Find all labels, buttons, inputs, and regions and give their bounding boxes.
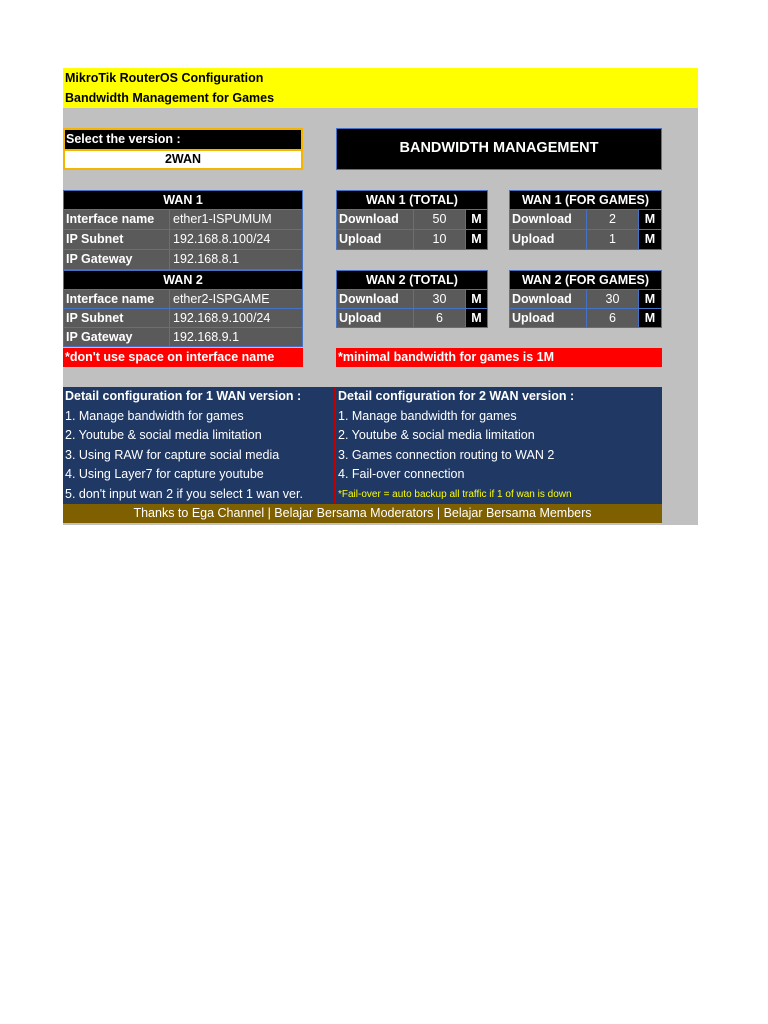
detail-2wan [336, 387, 662, 504]
detail-2wan-item: 1. Manage bandwidth for games [338, 408, 517, 423]
wan2-subnet-label: IP Subnet [63, 309, 170, 328]
wan2-total-download-label: Download [336, 290, 414, 309]
wan2-subnet-input[interactable]: 192.168.9.100/24 [170, 309, 303, 328]
wan1-games-download-input[interactable]: 2 [587, 210, 639, 230]
bandwidth-management-title: BANDWIDTH MANAGEMENT [336, 128, 662, 170]
wan1-games-upload-input[interactable]: 1 [587, 230, 639, 250]
wan1-subnet-input[interactable]: 192.168.8.100/24 [170, 230, 303, 250]
wan2-gateway-input[interactable]: 192.168.9.1 [170, 328, 303, 347]
wan2-games-upload-label: Upload [509, 309, 587, 328]
wan2-interface-input[interactable]: ether2-ISPGAME [170, 290, 303, 309]
wan1-total-download-unit: M [466, 210, 488, 230]
header-banner [63, 68, 698, 108]
wan1-games-upload-label: Upload [509, 230, 587, 250]
detail-2wan-item: 2. Youtube & social media limitation [338, 428, 535, 442]
detail-2wan-item: 4. Fail-over connection [338, 467, 465, 481]
wan1-games-upload-unit: M [639, 230, 662, 250]
detail-2wan-item: 3. Games connection routing to WAN 2 [338, 447, 555, 462]
wan1-gateway-input[interactable]: 192.168.8.1 [170, 250, 303, 270]
wan2-games-download-unit: M [639, 290, 662, 309]
wan1-subnet-label: IP Subnet [63, 230, 170, 250]
interface-warning: *don't use space on interface name [63, 348, 303, 367]
credits-footer: Thanks to Ega Channel | Belajar Bersama Moderators | Belajar Bersama Members [63, 504, 662, 523]
detail-1wan-item: 1. Manage bandwidth for games [65, 408, 244, 423]
wan1-total-download-label: Download [336, 210, 414, 230]
detail-1wan-item: 2. Youtube & social media limitation [65, 428, 262, 442]
wan1-games-title: WAN 1 (FOR GAMES) [509, 190, 662, 210]
wan2-total-upload-input[interactable]: 6 [414, 309, 466, 328]
header-subtitle: Bandwidth Management for Games [65, 91, 275, 105]
min-bandwidth-warning: *minimal bandwidth for games is 1M [336, 348, 662, 367]
wan1-total-upload-label: Upload [336, 230, 414, 250]
wan2-games-upload-unit: M [639, 309, 662, 328]
header-title: MikroTik RouterOS Configuration [65, 71, 264, 85]
detail-1wan-item: 3. Using RAW for capture social media [65, 447, 280, 462]
wan2-games-upload-input[interactable]: 6 [587, 309, 639, 328]
version-selector [63, 128, 303, 170]
detail-2wan-title: Detail configuration for 2 WAN version : [338, 389, 575, 403]
detail-1wan-title: Detail configuration for 1 WAN version : [65, 389, 302, 403]
wan1-games-download-unit: M [639, 210, 662, 230]
wan2-games-download-label: Download [509, 290, 587, 309]
wan2-total-download-input[interactable]: 30 [414, 290, 466, 309]
version-label: Select the version : [65, 130, 301, 149]
wan1-total-upload-input[interactable]: 10 [414, 230, 466, 250]
wan2-title: WAN 2 [63, 270, 303, 290]
detail-1wan-item: 5. don't input wan 2 if you select 1 wan ver. [65, 486, 303, 501]
detail-1wan-item: 4. Using Layer7 for capture youtube [65, 467, 264, 481]
wan1-interface-input[interactable]: ether1-ISPUMUM [170, 210, 303, 230]
wan2-games-download-input[interactable]: 30 [587, 290, 639, 309]
wan2-total-download-unit: M [466, 290, 488, 309]
version-select[interactable]: 2WAN [65, 151, 301, 168]
failover-note: *Fail-over = auto backup all traffic if 1 of wan is down [338, 488, 572, 500]
detail-1wan [63, 387, 333, 504]
wan1-title: WAN 1 [63, 190, 303, 210]
wan2-total-upload-label: Upload [336, 309, 414, 328]
wan1-gateway-label: IP Gateway [63, 250, 170, 270]
wan1-interface-label: Interface name [63, 210, 170, 230]
wan2-gateway-label: IP Gateway [63, 328, 170, 347]
wan1-games-download-label: Download [509, 210, 587, 230]
wan2-interface-label: Interface name [63, 290, 170, 309]
wan1-total-upload-unit: M [466, 230, 488, 250]
wan2-total-title: WAN 2 (TOTAL) [336, 270, 488, 290]
wan2-total-upload-unit: M [466, 309, 488, 328]
wan1-total-download-input[interactable]: 50 [414, 210, 466, 230]
wan1-total-title: WAN 1 (TOTAL) [336, 190, 488, 210]
wan2-games-title: WAN 2 (FOR GAMES) [509, 270, 662, 290]
